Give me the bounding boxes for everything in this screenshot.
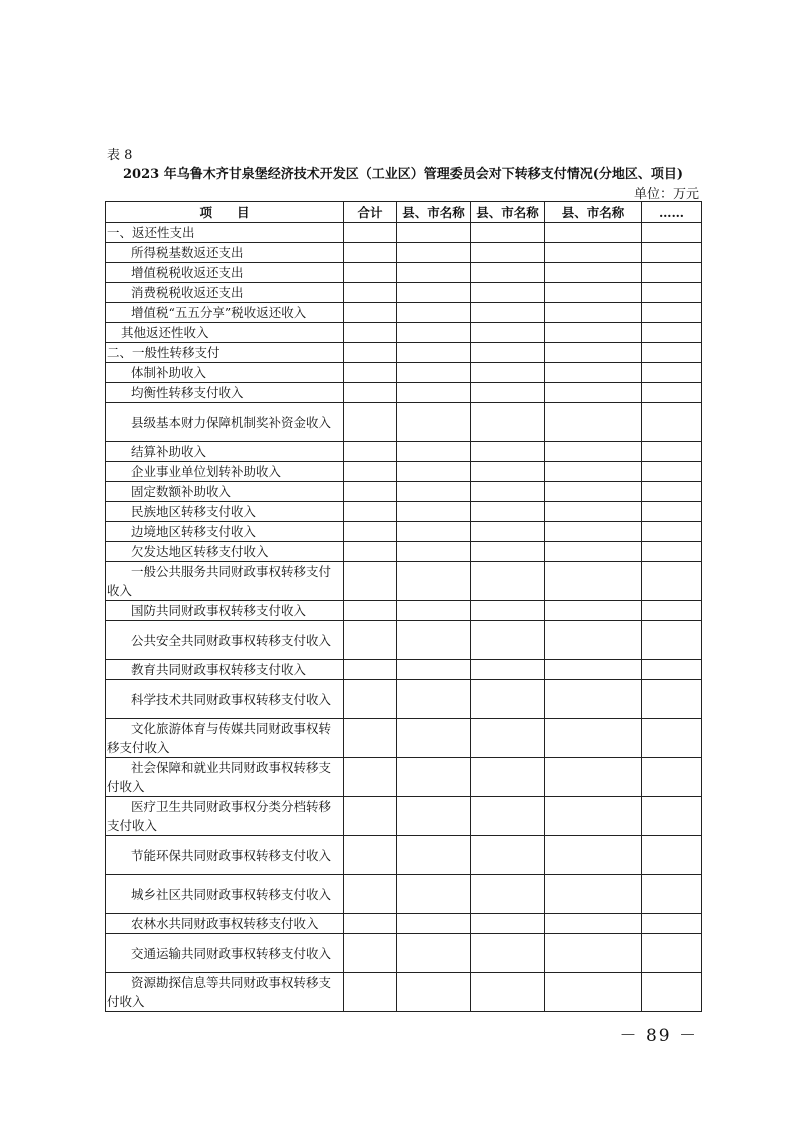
- row-item-cell: [106, 482, 344, 502]
- value-cell: [471, 875, 545, 914]
- row-label: 增值税税收返还支出: [131, 265, 244, 280]
- row-label: 科学技术共同财政事权转移支付收入: [131, 691, 332, 707]
- value-cell: [471, 383, 545, 403]
- row-item-cell: [106, 562, 344, 601]
- value-cell: [545, 363, 642, 383]
- row-label: 企业事业单位划转补助收入: [131, 464, 282, 479]
- table-row: [106, 442, 702, 462]
- row-label: 教育共同财政事权转移支付收入: [131, 662, 307, 677]
- value-cell: [545, 403, 642, 442]
- value-cell: [471, 934, 545, 973]
- row-label: 均衡性转移支付收入: [131, 385, 244, 400]
- value-cell: [397, 601, 471, 621]
- table-row: [106, 462, 702, 482]
- row-label: 二、一般性转移支付: [107, 345, 220, 360]
- value-cell: [545, 601, 642, 621]
- value-cell: [642, 797, 702, 836]
- value-cell: [397, 836, 471, 875]
- value-cell: [344, 383, 397, 403]
- row-label: 国防共同财政事权转移支付收入: [131, 603, 307, 618]
- value-cell: [545, 482, 642, 502]
- value-cell: [344, 502, 397, 522]
- row-label: 结算补助收入: [131, 444, 207, 459]
- row-label: 县级基本财力保障机制奖补资金收入: [131, 414, 332, 430]
- value-cell: [397, 914, 471, 934]
- value-cell: [397, 243, 471, 263]
- row-item-cell: [106, 223, 344, 243]
- value-cell: [642, 875, 702, 914]
- value-cell: [642, 621, 702, 660]
- value-cell: [642, 363, 702, 383]
- value-cell: [642, 934, 702, 973]
- row-item-cell: [106, 680, 344, 719]
- value-cell: [642, 758, 702, 797]
- value-cell: [344, 601, 397, 621]
- row-label: 边境地区转移支付收入: [131, 524, 257, 539]
- value-cell: [471, 836, 545, 875]
- value-cell: [545, 323, 642, 343]
- value-cell: [471, 542, 545, 562]
- row-label: 增值税“五五分享”税收返还收入: [131, 305, 307, 320]
- table-row: [106, 263, 702, 283]
- row-label: 资源勘探信息等共同财政事权转移支付收入: [107, 975, 332, 1009]
- row-label: 消费税税收返还支出: [131, 285, 244, 300]
- row-item-cell: [106, 363, 344, 383]
- value-cell: [642, 343, 702, 363]
- value-cell: [344, 973, 397, 1012]
- value-cell: [344, 934, 397, 973]
- table-body: [106, 223, 702, 1012]
- table-row: [106, 562, 702, 601]
- value-cell: [344, 323, 397, 343]
- value-cell: [397, 719, 471, 758]
- row-item-cell: [106, 542, 344, 562]
- row-item-cell: [106, 462, 344, 482]
- value-cell: [471, 343, 545, 363]
- value-cell: [545, 283, 642, 303]
- value-cell: [545, 836, 642, 875]
- table-row: [106, 797, 702, 836]
- value-cell: [471, 758, 545, 797]
- value-cell: [344, 660, 397, 680]
- value-cell: [545, 343, 642, 363]
- table-row: [106, 660, 702, 680]
- value-cell: [545, 719, 642, 758]
- transfer-payment-table: [105, 201, 702, 1012]
- table-row: [106, 522, 702, 542]
- value-cell: [471, 660, 545, 680]
- value-cell: [397, 482, 471, 502]
- table-row: [106, 363, 702, 383]
- value-cell: [397, 383, 471, 403]
- value-cell: [397, 223, 471, 243]
- table-row: [106, 601, 702, 621]
- row-item-cell: [106, 758, 344, 797]
- value-cell: [397, 502, 471, 522]
- row-item-cell: [106, 914, 344, 934]
- row-item-cell: [106, 323, 344, 343]
- row-item-cell: [106, 875, 344, 914]
- value-cell: [545, 934, 642, 973]
- value-cell: [642, 680, 702, 719]
- row-label: 体制补助收入: [131, 365, 207, 380]
- value-cell: [344, 482, 397, 502]
- value-cell: [344, 442, 397, 462]
- row-item-cell: [106, 403, 344, 442]
- value-cell: [397, 303, 471, 323]
- table-row: [106, 719, 702, 758]
- value-cell: [642, 462, 702, 482]
- value-cell: [344, 680, 397, 719]
- value-cell: [397, 442, 471, 462]
- value-cell: [397, 758, 471, 797]
- value-cell: [642, 442, 702, 462]
- value-cell: [397, 621, 471, 660]
- value-cell: [545, 660, 642, 680]
- value-cell: [642, 403, 702, 442]
- value-cell: [471, 363, 545, 383]
- unit-label: 单位：万元: [633, 187, 699, 202]
- value-cell: [344, 283, 397, 303]
- column-header-item: 项 目: [106, 202, 344, 223]
- value-cell: [545, 680, 642, 719]
- value-cell: [471, 263, 545, 283]
- table-row: [106, 934, 702, 973]
- value-cell: [545, 875, 642, 914]
- row-item-cell: [106, 973, 344, 1012]
- row-item-cell: [106, 243, 344, 263]
- column-header-county-2: 县、市名称: [471, 202, 545, 223]
- value-cell: [397, 562, 471, 601]
- value-cell: [545, 502, 642, 522]
- row-label: 社会保障和就业共同财政事权转移支付收入: [107, 760, 332, 794]
- value-cell: [344, 875, 397, 914]
- value-cell: [642, 482, 702, 502]
- value-cell: [642, 601, 702, 621]
- column-header-county-1: 县、市名称: [397, 202, 471, 223]
- value-cell: [642, 660, 702, 680]
- table-row: [106, 758, 702, 797]
- column-header-total: 合计: [344, 202, 397, 223]
- value-cell: [545, 263, 642, 283]
- value-cell: [344, 403, 397, 442]
- table-label: 表 8: [107, 148, 133, 163]
- value-cell: [471, 303, 545, 323]
- value-cell: [642, 522, 702, 542]
- value-cell: [344, 836, 397, 875]
- value-cell: [545, 562, 642, 601]
- value-cell: [545, 243, 642, 263]
- value-cell: [545, 973, 642, 1012]
- value-cell: [471, 973, 545, 1012]
- value-cell: [471, 522, 545, 542]
- row-item-cell: [106, 719, 344, 758]
- value-cell: [344, 462, 397, 482]
- table-row: [106, 836, 702, 875]
- row-label: 城乡社区共同财政事权转移支付收入: [131, 886, 332, 902]
- value-cell: [397, 680, 471, 719]
- value-cell: [545, 383, 642, 403]
- value-cell: [642, 542, 702, 562]
- value-cell: [545, 442, 642, 462]
- value-cell: [397, 283, 471, 303]
- value-cell: [471, 442, 545, 462]
- value-cell: [642, 303, 702, 323]
- table-row: [106, 223, 702, 243]
- table-row: [106, 243, 702, 263]
- value-cell: [471, 462, 545, 482]
- row-label: 所得税基数返还支出: [131, 245, 244, 260]
- column-header-more: ……: [642, 202, 702, 223]
- row-item-cell: [106, 621, 344, 660]
- value-cell: [471, 914, 545, 934]
- value-cell: [471, 601, 545, 621]
- value-cell: [344, 562, 397, 601]
- value-cell: [344, 263, 397, 283]
- table-row: [106, 383, 702, 403]
- value-cell: [471, 243, 545, 263]
- value-cell: [642, 914, 702, 934]
- table-row: [106, 914, 702, 934]
- value-cell: [344, 542, 397, 562]
- table-row: [106, 502, 702, 522]
- value-cell: [397, 263, 471, 283]
- value-cell: [344, 223, 397, 243]
- value-cell: [545, 223, 642, 243]
- row-label: 一、返还性支出: [107, 225, 195, 240]
- value-cell: [642, 502, 702, 522]
- value-cell: [545, 797, 642, 836]
- value-cell: [344, 363, 397, 383]
- value-cell: [471, 502, 545, 522]
- value-cell: [545, 542, 642, 562]
- value-cell: [471, 283, 545, 303]
- value-cell: [471, 323, 545, 343]
- row-label: 农林水共同财政事权转移支付收入: [131, 916, 319, 931]
- value-cell: [397, 462, 471, 482]
- row-item-cell: [106, 502, 344, 522]
- value-cell: [397, 934, 471, 973]
- value-cell: [471, 562, 545, 601]
- row-label: 民族地区转移支付收入: [131, 504, 257, 519]
- row-item-cell: [106, 522, 344, 542]
- value-cell: [344, 522, 397, 542]
- value-cell: [471, 223, 545, 243]
- value-cell: [471, 680, 545, 719]
- value-cell: [642, 383, 702, 403]
- value-cell: [471, 797, 545, 836]
- value-cell: [642, 562, 702, 601]
- value-cell: [344, 243, 397, 263]
- value-cell: [471, 719, 545, 758]
- row-label: 其他返还性收入: [121, 325, 209, 340]
- row-item-cell: [106, 283, 344, 303]
- value-cell: [545, 303, 642, 323]
- value-cell: [545, 621, 642, 660]
- table-row: [106, 680, 702, 719]
- table-header-row: [106, 202, 702, 223]
- value-cell: [545, 462, 642, 482]
- value-cell: [545, 522, 642, 542]
- table-row: [106, 973, 702, 1012]
- value-cell: [397, 323, 471, 343]
- row-item-cell: [106, 934, 344, 973]
- column-header-county-3: 县、市名称: [545, 202, 642, 223]
- table-row: [106, 542, 702, 562]
- value-cell: [344, 343, 397, 363]
- row-label: 文化旅游体育与传媒共同财政事权转移支付收入: [107, 721, 332, 755]
- table-row: [106, 323, 702, 343]
- table-row: [106, 621, 702, 660]
- row-item-cell: [106, 836, 344, 875]
- value-cell: [397, 973, 471, 1012]
- value-cell: [471, 482, 545, 502]
- value-cell: [642, 223, 702, 243]
- row-item-cell: [106, 263, 344, 283]
- document-title: 2023 年乌鲁木齐甘泉堡经济技术开发区（工业区）管理委员会对下转移支付情况(分地区、项目): [122, 167, 683, 182]
- row-label: 交通运输共同财政事权转移支付收入: [131, 945, 332, 961]
- value-cell: [471, 403, 545, 442]
- row-label: 节能环保共同财政事权转移支付收入: [131, 847, 332, 863]
- value-cell: [545, 914, 642, 934]
- value-cell: [642, 283, 702, 303]
- row-item-cell: [106, 660, 344, 680]
- row-item-cell: [106, 601, 344, 621]
- table-row: [106, 482, 702, 502]
- table-row: [106, 403, 702, 442]
- table-row: [106, 875, 702, 914]
- value-cell: [471, 621, 545, 660]
- row-label: 医疗卫生共同财政事权分类分档转移支付收入: [107, 799, 332, 833]
- value-cell: [545, 758, 642, 797]
- row-item-cell: [106, 797, 344, 836]
- row-item-cell: [106, 303, 344, 323]
- value-cell: [642, 719, 702, 758]
- row-label: 固定数额补助收入: [131, 484, 232, 499]
- value-cell: [344, 719, 397, 758]
- value-cell: [397, 542, 471, 562]
- page-number: － 89 －: [619, 1026, 698, 1046]
- value-cell: [642, 323, 702, 343]
- row-label: 欠发达地区转移支付收入: [131, 544, 269, 559]
- row-label: 一般公共服务共同财政事权转移支付收入: [107, 564, 332, 598]
- value-cell: [397, 875, 471, 914]
- row-label: 公共安全共同财政事权转移支付收入: [131, 632, 332, 648]
- value-cell: [344, 621, 397, 660]
- value-cell: [642, 243, 702, 263]
- value-cell: [642, 836, 702, 875]
- row-item-cell: [106, 383, 344, 403]
- value-cell: [344, 758, 397, 797]
- value-cell: [397, 363, 471, 383]
- value-cell: [642, 263, 702, 283]
- table-row: [106, 343, 702, 363]
- value-cell: [397, 522, 471, 542]
- value-cell: [344, 797, 397, 836]
- value-cell: [642, 973, 702, 1012]
- table-row: [106, 303, 702, 323]
- row-item-cell: [106, 343, 344, 363]
- value-cell: [397, 403, 471, 442]
- table-row: [106, 283, 702, 303]
- value-cell: [344, 914, 397, 934]
- row-item-cell: [106, 442, 344, 462]
- value-cell: [397, 797, 471, 836]
- value-cell: [397, 343, 471, 363]
- value-cell: [344, 303, 397, 323]
- value-cell: [397, 660, 471, 680]
